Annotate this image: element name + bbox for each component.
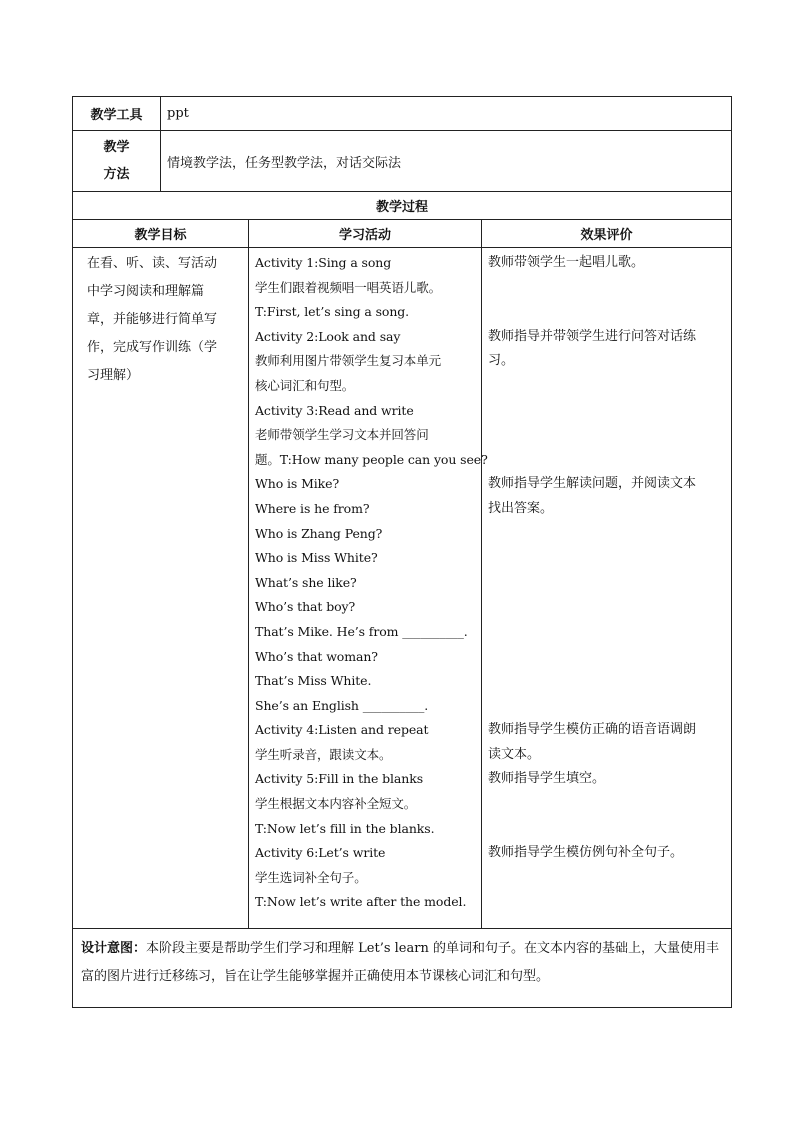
activity-line: Activity 5:Fill in the blanks — [255, 771, 424, 787]
activity-line: Activity 6:Let’s write — [255, 845, 386, 861]
eval-line — [488, 522, 725, 547]
tools-value: ppt — [161, 97, 732, 131]
eval-line — [488, 866, 725, 891]
activity-cell — [249, 248, 488, 929]
goal-line: 中学习阅读和理解篇 — [87, 284, 205, 299]
eval-line — [488, 448, 725, 473]
activity-line: T:First, let’s sing a song. — [255, 304, 410, 320]
method-row — [73, 131, 732, 192]
eval-line — [488, 694, 725, 719]
eval-line: 读文本。 — [488, 746, 541, 762]
lesson-plan-sheet — [72, 96, 731, 1008]
column-header-goal: 教学目标 — [73, 220, 249, 248]
method-label — [73, 131, 161, 192]
activity-line: 教师利用图片带领学生复习本单元 — [255, 353, 442, 369]
process-header-row — [73, 220, 732, 248]
goal-text — [73, 248, 248, 390]
activity-line: Who’s that woman? — [255, 648, 378, 664]
eval-line — [488, 399, 725, 424]
eval-list — [488, 251, 725, 915]
activity-line: 核心词汇和句型。 — [255, 377, 355, 393]
activity-line: T:Now let’s write after the model. — [255, 894, 467, 910]
activity-line: 学生选词补全句子。 — [255, 869, 367, 885]
process-body-row — [73, 248, 732, 929]
activity-line: Activity 4:Listen and repeat — [255, 722, 429, 738]
eval-line: 习。 — [488, 353, 515, 369]
eval-line — [488, 620, 725, 645]
activity-line: Where is he from? — [255, 500, 370, 516]
design-text: 本阶段主要是帮助学生们学习和理解 Let’s learn 的单词和句子。在文本内容的基础上，大量使用丰富的图片进行迁移练习，旨在让学生能够掌握并正确使用本节课核心词汇和句型。 — [81, 941, 719, 984]
eval-line — [488, 300, 725, 325]
eval-line: 教师指导学生解读问题，并阅读文本 — [488, 476, 697, 492]
method-value: 情境教学法，任务型教学法，对话交际法 — [161, 131, 732, 192]
column-header-eval: 效果评价 — [482, 220, 732, 248]
eval-line: 教师指导学生填空。 — [488, 771, 606, 787]
process-title: 教学过程 — [73, 192, 732, 220]
activity-line: Who’s that boy? — [255, 599, 356, 615]
activity-line: 老师带领学生学习文本并回答问 — [255, 427, 429, 443]
activity-line: She’s an English __________. — [255, 697, 429, 713]
activity-line: Who is Zhang Peng? — [255, 525, 383, 541]
eval-line: 教师指导学生模仿例句补全句子。 — [488, 845, 684, 861]
activity-line: 学生听录音，跟读文本。 — [255, 746, 392, 762]
eval-line — [488, 423, 725, 448]
eval-line — [488, 792, 725, 817]
column-header-activity: 学习活动 — [249, 220, 482, 248]
activity-line: 学生们跟着视频唱一唱英语儿歌。 — [255, 279, 442, 295]
goal-line: 章，并能够进行简单写 — [87, 312, 218, 327]
activity-line: Who is Miss White? — [255, 550, 378, 566]
goal-cell — [73, 248, 249, 929]
activity-line: That’s Mike. He’s from __________. — [255, 623, 468, 639]
goal-line: 作，完成写作训练（学 — [87, 340, 218, 355]
activity-line: Activity 1:Sing a song — [255, 255, 392, 270]
design-cell — [73, 929, 732, 1008]
method-label-line2: 方法 — [103, 167, 130, 182]
eval-line: 找出答案。 — [488, 500, 554, 516]
activity-line: That’s Miss White. — [255, 673, 372, 689]
lesson-plan-table — [72, 96, 732, 1008]
activity-line: 题。T:How many people can you see? — [255, 451, 488, 467]
eval-line: 教师指导学生模仿正确的语音语调朗 — [488, 722, 697, 738]
eval-line — [488, 571, 725, 596]
eval-line — [488, 890, 725, 915]
eval-cell — [482, 248, 732, 929]
eval-line — [488, 669, 725, 694]
tools-label: 教学工具 — [73, 97, 161, 131]
goal-line: 在看、听、读、写活动 — [87, 256, 218, 271]
activity-line: Activity 3:Read and write — [255, 402, 414, 418]
design-row — [73, 929, 732, 1008]
activity-line: 学生根据文本内容补全短文。 — [255, 796, 417, 812]
activity-line: Activity 2:Look and say — [255, 328, 401, 344]
eval-line — [488, 546, 725, 571]
eval-line — [488, 595, 725, 620]
design-label: 设计意图： — [81, 941, 147, 956]
eval-line — [488, 817, 725, 842]
activity-list — [255, 251, 488, 915]
eval-line: 教师带领学生一起唱儿歌。 — [488, 255, 645, 270]
process-title-row — [73, 192, 732, 220]
activity-line: T:Now let’s fill in the blanks. — [255, 820, 435, 836]
eval-line — [488, 645, 725, 670]
eval-line: 教师指导并带领学生进行问答对话练 — [488, 328, 697, 344]
tools-row — [73, 97, 732, 131]
activity-line: What’s she like? — [255, 574, 357, 590]
goal-line: 习理解） — [87, 368, 140, 383]
eval-line — [488, 276, 725, 301]
activity-line: Who is Mike? — [255, 476, 340, 492]
eval-line — [488, 374, 725, 399]
method-label-line1: 教学 — [103, 140, 130, 155]
